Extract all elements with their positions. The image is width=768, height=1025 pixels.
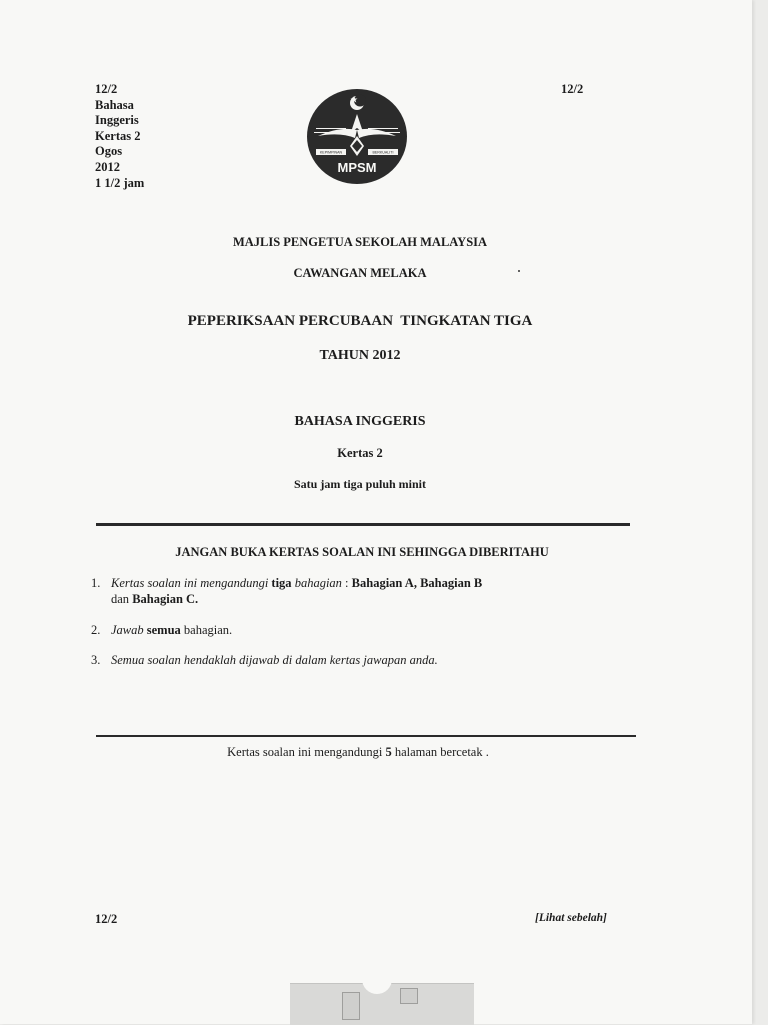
instruction-sections: Bahagian A, Bahagian B	[351, 576, 483, 590]
footer-turn-over: [Lihat sebelah]	[535, 912, 607, 924]
instruction-text: bahagian.	[180, 623, 233, 637]
page-note-text: halaman bercetak .	[391, 745, 489, 759]
warning-notice: JANGAN BUKA KERTAS SOALAN INI SEHINGGA DIBERITAHU	[175, 545, 549, 559]
mpsm-logo	[306, 88, 408, 185]
instruction-emphasis: semua	[143, 623, 181, 637]
paper-code-right: 12/2	[561, 82, 584, 96]
page-note-text: Kertas soalan ini mengandungi	[227, 745, 386, 759]
instruction-text: dan	[111, 592, 133, 606]
page-count: 5	[385, 745, 392, 759]
paper-number: Kertas 2	[95, 128, 141, 143]
divider-bottom	[96, 735, 636, 737]
page-count-note	[0, 745, 716, 760]
subject-line-1: Bahasa	[95, 97, 134, 112]
motto-left-text: KEPIMPINAN	[319, 150, 343, 155]
subject-line-2: Inggeris	[95, 113, 139, 128]
paper-meta-block	[95, 82, 144, 191]
instruction-text: bahagian	[291, 576, 342, 590]
instruction-sections: Bahagian C.	[132, 592, 199, 606]
instruction-emphasis: tiga	[271, 576, 292, 590]
instruction-3	[91, 652, 438, 668]
branch-heading: CAWANGAN MELAKA	[293, 266, 427, 280]
exam-year: 2012	[95, 159, 120, 174]
instruction-1	[91, 575, 482, 607]
logo-wordmark: MPSM	[337, 160, 377, 175]
instruction-colon: :	[341, 576, 352, 590]
instruction-text: Semua soalan hendaklah dijawab di dalam kertas jawapan anda.	[111, 653, 438, 667]
motto-right-text: BERKUALITI	[372, 150, 394, 155]
instruction-text: Kertas soalan ini mengandungi	[111, 576, 272, 590]
duration-heading: Satu jam tiga puluh minit	[293, 477, 427, 491]
instruction-text: Jawab	[111, 623, 144, 637]
exam-year-heading: TAHUN 2012	[319, 348, 401, 363]
instruction-number: 1.	[91, 576, 101, 590]
exam-duration-short: 1 1/2 jam	[95, 175, 145, 190]
scanner-artifact	[290, 983, 474, 1025]
exam-month: Ogos	[95, 144, 123, 159]
scan-speck	[518, 270, 520, 272]
divider-top	[96, 523, 630, 526]
instruction-2	[91, 622, 232, 638]
subject-heading: BAHASA INGGERIS	[294, 414, 426, 429]
paper-code: 12/2	[95, 82, 118, 96]
instruction-number: 3.	[91, 653, 101, 667]
organization-heading: MAJLIS PENGETUA SEKOLAH MALAYSIA	[232, 235, 488, 249]
exam-title: PEPERIKSAAN PERCUBAAN TINGKATAN TIGA	[187, 313, 533, 329]
footer-paper-code: 12/2	[95, 912, 118, 926]
instruction-number: 2.	[91, 623, 101, 637]
paper-heading: Kertas 2	[337, 446, 383, 460]
